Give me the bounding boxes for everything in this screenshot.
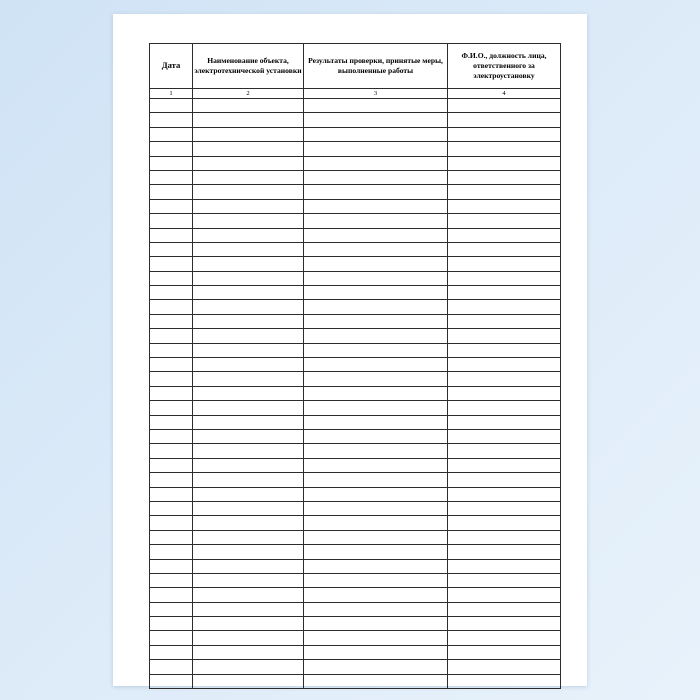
table-row[interactable]: [150, 545, 561, 559]
cell-results[interactable]: [304, 458, 448, 472]
cell-results[interactable]: [304, 358, 448, 372]
cell-date[interactable]: [150, 257, 193, 271]
cell-object[interactable]: [193, 199, 304, 213]
cell-results[interactable]: [304, 199, 448, 213]
column-header-object: Наименование объекта, электротехнической установки: [193, 44, 304, 89]
cell-responsible[interactable]: [448, 530, 561, 544]
cell-object[interactable]: [193, 473, 304, 487]
table-row[interactable]: [150, 631, 561, 645]
cell-object[interactable]: [193, 286, 304, 300]
cell-results[interactable]: [304, 645, 448, 659]
cell-object[interactable]: [193, 271, 304, 285]
table-row[interactable]: [150, 487, 561, 501]
cell-responsible[interactable]: [448, 372, 561, 386]
cell-responsible[interactable]: [448, 559, 561, 573]
cell-responsible[interactable]: [448, 314, 561, 328]
table-row[interactable]: [150, 602, 561, 616]
cell-responsible[interactable]: [448, 516, 561, 530]
cell-object[interactable]: [193, 573, 304, 587]
table-row[interactable]: [150, 343, 561, 357]
column-header-date: Дата: [150, 44, 193, 89]
column-header-results: Результаты проверки, принятые меры, выполненные работы: [304, 44, 448, 89]
cell-results[interactable]: [304, 386, 448, 400]
column-number-row: [150, 89, 561, 99]
cell-responsible[interactable]: [448, 386, 561, 400]
cell-results[interactable]: [304, 429, 448, 443]
cell-date[interactable]: [150, 142, 193, 156]
journal-table-container: [149, 43, 560, 689]
cell-object[interactable]: [193, 660, 304, 674]
cell-date[interactable]: [150, 329, 193, 343]
cell-date[interactable]: [150, 458, 193, 472]
cell-date[interactable]: [150, 300, 193, 314]
table-row[interactable]: [150, 429, 561, 443]
cell-object[interactable]: [193, 343, 304, 357]
table-row[interactable]: [150, 199, 561, 213]
cell-responsible[interactable]: [448, 113, 561, 127]
cell-results[interactable]: [304, 444, 448, 458]
cell-responsible[interactable]: [448, 617, 561, 631]
cell-object[interactable]: [193, 99, 304, 113]
table-body: [150, 99, 561, 689]
cell-responsible[interactable]: [448, 242, 561, 256]
cell-object[interactable]: [193, 386, 304, 400]
cell-date[interactable]: [150, 617, 193, 631]
cell-results[interactable]: [304, 214, 448, 228]
cell-results[interactable]: [304, 545, 448, 559]
cell-results[interactable]: [304, 501, 448, 515]
cell-object[interactable]: [193, 501, 304, 515]
column-number-3: 3: [304, 89, 448, 99]
cell-responsible[interactable]: [448, 631, 561, 645]
cell-date[interactable]: [150, 516, 193, 530]
table-row[interactable]: [150, 185, 561, 199]
cell-responsible[interactable]: [448, 286, 561, 300]
cell-object[interactable]: [193, 530, 304, 544]
cell-results[interactable]: [304, 257, 448, 271]
cell-results[interactable]: [304, 228, 448, 242]
cell-results[interactable]: [304, 674, 448, 688]
cell-object[interactable]: [193, 257, 304, 271]
cell-responsible[interactable]: [448, 487, 561, 501]
cell-responsible[interactable]: [448, 142, 561, 156]
cell-date[interactable]: [150, 286, 193, 300]
cell-date[interactable]: [150, 530, 193, 544]
table-row[interactable]: [150, 170, 561, 184]
cell-object[interactable]: [193, 329, 304, 343]
cell-results[interactable]: [304, 602, 448, 616]
cell-results[interactable]: [304, 185, 448, 199]
cell-object[interactable]: [193, 401, 304, 415]
cell-date[interactable]: [150, 401, 193, 415]
cell-responsible[interactable]: [448, 271, 561, 285]
cell-responsible[interactable]: [448, 228, 561, 242]
cell-results[interactable]: [304, 343, 448, 357]
cell-responsible[interactable]: [448, 429, 561, 443]
cell-date[interactable]: [150, 429, 193, 443]
cell-responsible[interactable]: [448, 588, 561, 602]
cell-date[interactable]: [150, 674, 193, 688]
cell-responsible[interactable]: [448, 645, 561, 659]
table-row[interactable]: [150, 214, 561, 228]
cell-results[interactable]: [304, 372, 448, 386]
cell-responsible[interactable]: [448, 674, 561, 688]
cell-object[interactable]: [193, 674, 304, 688]
cell-object[interactable]: [193, 545, 304, 559]
cell-object[interactable]: [193, 170, 304, 184]
table-row[interactable]: [150, 415, 561, 429]
cell-object[interactable]: [193, 487, 304, 501]
cell-object[interactable]: [193, 214, 304, 228]
cell-object[interactable]: [193, 516, 304, 530]
cell-date[interactable]: [150, 242, 193, 256]
column-number-4: 4: [448, 89, 561, 99]
table-row[interactable]: [150, 329, 561, 343]
cell-responsible[interactable]: [448, 329, 561, 343]
table-row[interactable]: [150, 358, 561, 372]
cell-results[interactable]: [304, 415, 448, 429]
table-row[interactable]: [150, 99, 561, 113]
cell-results[interactable]: [304, 314, 448, 328]
cell-object[interactable]: [193, 602, 304, 616]
journal-table: [149, 43, 561, 689]
cell-date[interactable]: [150, 228, 193, 242]
cell-date[interactable]: [150, 127, 193, 141]
cell-results[interactable]: [304, 170, 448, 184]
cell-object[interactable]: [193, 372, 304, 386]
cell-date[interactable]: [150, 645, 193, 659]
cell-object[interactable]: [193, 228, 304, 242]
table-row[interactable]: [150, 257, 561, 271]
cell-results[interactable]: [304, 660, 448, 674]
table-row[interactable]: [150, 372, 561, 386]
cell-object[interactable]: [193, 617, 304, 631]
cell-results[interactable]: [304, 300, 448, 314]
cell-date[interactable]: [150, 660, 193, 674]
cell-responsible[interactable]: [448, 444, 561, 458]
cell-date[interactable]: [150, 487, 193, 501]
cell-object[interactable]: [193, 127, 304, 141]
cell-object[interactable]: [193, 358, 304, 372]
cell-responsible[interactable]: [448, 458, 561, 472]
cell-results[interactable]: [304, 271, 448, 285]
table-row[interactable]: [150, 242, 561, 256]
cell-date[interactable]: [150, 271, 193, 285]
cell-object[interactable]: [193, 588, 304, 602]
cell-object[interactable]: [193, 645, 304, 659]
table-row[interactable]: [150, 501, 561, 515]
cell-object[interactable]: [193, 559, 304, 573]
cell-results[interactable]: [304, 559, 448, 573]
table-row[interactable]: [150, 530, 561, 544]
cell-date[interactable]: [150, 444, 193, 458]
cell-date[interactable]: [150, 214, 193, 228]
cell-object[interactable]: [193, 444, 304, 458]
table-row[interactable]: [150, 645, 561, 659]
cell-results[interactable]: [304, 617, 448, 631]
cell-date[interactable]: [150, 386, 193, 400]
cell-responsible[interactable]: [448, 170, 561, 184]
cell-date[interactable]: [150, 415, 193, 429]
cell-object[interactable]: [193, 185, 304, 199]
cell-object[interactable]: [193, 156, 304, 170]
cell-date[interactable]: [150, 501, 193, 515]
cell-object[interactable]: [193, 142, 304, 156]
cell-results[interactable]: [304, 401, 448, 415]
table-row[interactable]: [150, 286, 561, 300]
column-number-2: 2: [193, 89, 304, 99]
cell-object[interactable]: [193, 415, 304, 429]
table-row[interactable]: [150, 573, 561, 587]
cell-results[interactable]: [304, 329, 448, 343]
cell-object[interactable]: [193, 631, 304, 645]
cell-results[interactable]: [304, 473, 448, 487]
table-row[interactable]: [150, 617, 561, 631]
table-row[interactable]: [150, 228, 561, 242]
cell-results[interactable]: [304, 516, 448, 530]
cell-responsible[interactable]: [448, 343, 561, 357]
cell-date[interactable]: [150, 588, 193, 602]
header-row: [150, 44, 561, 89]
cell-date[interactable]: [150, 372, 193, 386]
table-row[interactable]: [150, 156, 561, 170]
table-row[interactable]: [150, 127, 561, 141]
table-row[interactable]: [150, 516, 561, 530]
cell-responsible[interactable]: [448, 573, 561, 587]
cell-results[interactable]: [304, 487, 448, 501]
column-header-responsible: Ф.И.О., должность лица, ответственного за электроустановку: [448, 44, 561, 89]
cell-responsible[interactable]: [448, 257, 561, 271]
table-row[interactable]: [150, 458, 561, 472]
cell-object[interactable]: [193, 314, 304, 328]
cell-date[interactable]: [150, 473, 193, 487]
cell-date[interactable]: [150, 573, 193, 587]
table-row[interactable]: [150, 559, 561, 573]
cell-results[interactable]: [304, 588, 448, 602]
table-row[interactable]: [150, 444, 561, 458]
cell-date[interactable]: [150, 199, 193, 213]
cell-object[interactable]: [193, 429, 304, 443]
cell-date[interactable]: [150, 113, 193, 127]
cell-responsible[interactable]: [448, 99, 561, 113]
cell-object[interactable]: [193, 242, 304, 256]
cell-results[interactable]: [304, 113, 448, 127]
cell-object[interactable]: [193, 300, 304, 314]
cell-results[interactable]: [304, 573, 448, 587]
cell-date[interactable]: [150, 602, 193, 616]
column-number-1: 1: [150, 89, 193, 99]
table-row[interactable]: [150, 674, 561, 688]
cell-results[interactable]: [304, 142, 448, 156]
cell-results[interactable]: [304, 286, 448, 300]
cell-responsible[interactable]: [448, 545, 561, 559]
cell-date[interactable]: [150, 185, 193, 199]
cell-responsible[interactable]: [448, 199, 561, 213]
table-row[interactable]: [150, 142, 561, 156]
table-row[interactable]: [150, 473, 561, 487]
table-row[interactable]: [150, 113, 561, 127]
cell-date[interactable]: [150, 343, 193, 357]
cell-date[interactable]: [150, 559, 193, 573]
cell-responsible[interactable]: [448, 401, 561, 415]
cell-responsible[interactable]: [448, 127, 561, 141]
cell-results[interactable]: [304, 127, 448, 141]
table-header: [150, 44, 561, 99]
cell-object[interactable]: [193, 458, 304, 472]
document-page: [113, 14, 587, 686]
cell-object[interactable]: [193, 113, 304, 127]
cell-responsible[interactable]: [448, 602, 561, 616]
cell-responsible[interactable]: [448, 185, 561, 199]
table-row[interactable]: [150, 271, 561, 285]
cell-results[interactable]: [304, 530, 448, 544]
cell-responsible[interactable]: [448, 300, 561, 314]
cell-responsible[interactable]: [448, 501, 561, 515]
table-row[interactable]: [150, 401, 561, 415]
cell-date[interactable]: [150, 358, 193, 372]
cell-results[interactable]: [304, 631, 448, 645]
table-row[interactable]: [150, 300, 561, 314]
cell-date[interactable]: [150, 545, 193, 559]
cell-responsible[interactable]: [448, 415, 561, 429]
cell-date[interactable]: [150, 99, 193, 113]
cell-date[interactable]: [150, 170, 193, 184]
cell-results[interactable]: [304, 156, 448, 170]
table-row[interactable]: [150, 588, 561, 602]
table-row[interactable]: [150, 660, 561, 674]
cell-date[interactable]: [150, 314, 193, 328]
cell-results[interactable]: [304, 242, 448, 256]
cell-date[interactable]: [150, 631, 193, 645]
cell-results[interactable]: [304, 99, 448, 113]
table-row[interactable]: [150, 386, 561, 400]
cell-responsible[interactable]: [448, 358, 561, 372]
cell-responsible[interactable]: [448, 214, 561, 228]
cell-responsible[interactable]: [448, 473, 561, 487]
cell-date[interactable]: [150, 156, 193, 170]
cell-responsible[interactable]: [448, 156, 561, 170]
table-row[interactable]: [150, 314, 561, 328]
cell-responsible[interactable]: [448, 660, 561, 674]
